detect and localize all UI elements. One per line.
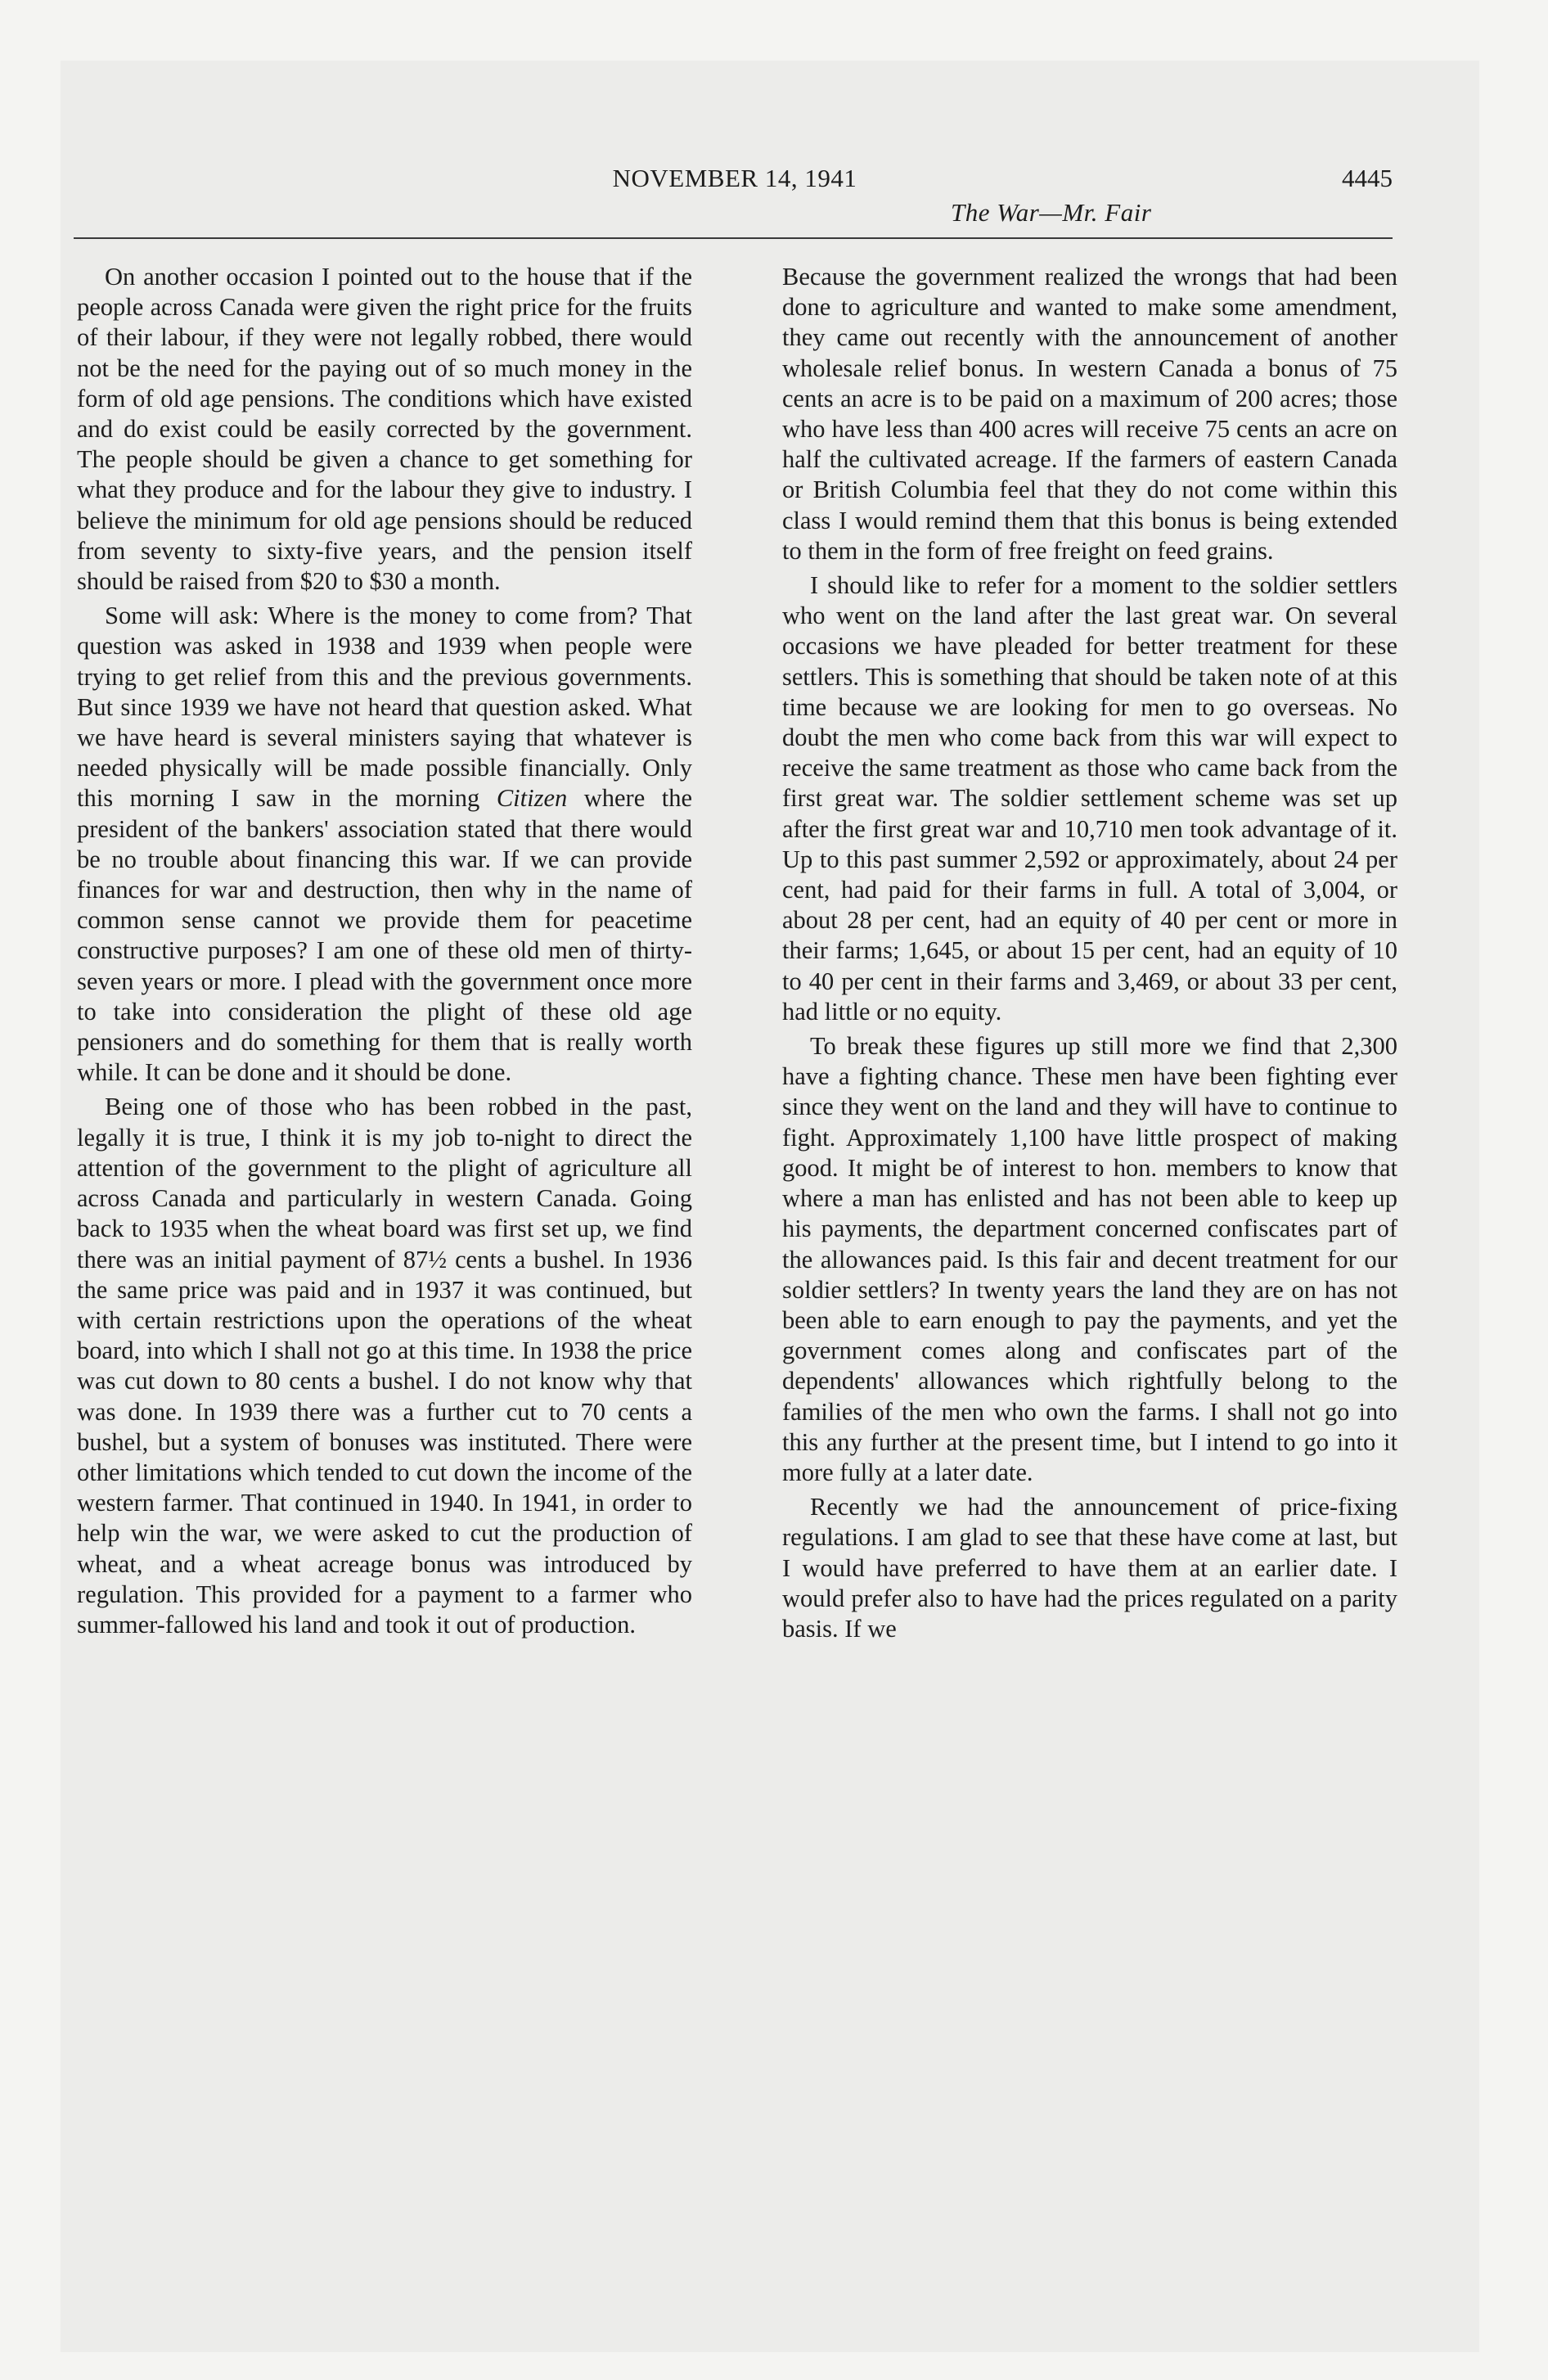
header-date: NOVEMBER 14, 1941 (612, 164, 857, 192)
header-subject: The War—Mr. Fair (951, 198, 1152, 227)
header-rule (74, 237, 1393, 239)
page-number: 4445 (1342, 164, 1393, 192)
paragraph: Being one of those who has been robbed in the past, legally it is true, I think it is my job to-night to direct the attention of the government to the plight of agriculture all across Canada and particularly in western Canada. Going back to 1935 when the wheat board was first set up, we find there was an initial payment of 87½ cents a bushel. In 1936 the same price was paid and in 1937 it was continued, but with certain restrictions upon the operations of the wheat board, into which I shall not go at this time. In 1938 the price was cut down to 80 cents a bushel. I do not know why that was done. In 1939 there was a further cut to 70 cents a bushel, but a system of bonuses was instituted. There were other limitations which tended to cut down the income of the western farmer. That continued in 1940. In 1941, in order to help win the war, we were asked to cut the production of wheat, and a wheat acreage bonus was introduced by regulation. This provided for a payment to a farmer who summer-fallowed his land and took it out of production. (77, 1093, 692, 1639)
right-column (782, 262, 1397, 1648)
paragraph (77, 601, 692, 1088)
paragraph: I should like to refer for a moment to the soldier settlers who went on the land after the last great war. On several occasions we have pleaded for better treatment for these settlers. This is something that should be taken note of at this time because we are looking for men to go overseas. No doubt the men who come back from this war will expect to receive the same treatment as those who came back from the first great war. The soldier settlement scheme was set up after the first great war and 10,710 men took advantage of it. Up to this past summer 2,592 or approximately, about 24 per cent, had paid for their farms in full. A total of 3,004, or about 28 per cent, had an equity of 40 per cent or more in their farms; 1,645, or about 15 per cent, had an equity of 10 to 40 per cent in their farms and 3,469, or about 33 per cent, had little or no equity. (782, 571, 1397, 1025)
paragraph: Because the government realized the wrongs that had been done to agriculture and wanted to make some amendment, they came out recently with the announcement of another wholesale relief bonus. In western Canada a bonus of 75 cents an acre is to be paid on a maximum of 200 acres; those who have less than 400 acres will receive 75 cents an acre on half the cultivated acreage. If the farmers of eastern Canada or British Columbia feel that they do not come within this class I would remind them that this bonus is being extended to them in the form of free freight on feed grains. (782, 263, 1397, 565)
paragraph: On another occasion I pointed out to the house that if the people across Canada were given the right price for the fruits of their labour, if they were not legally robbed, there would not be the need for the paying out of so much money in the form of old age pensions. The conditions which have existed and do exist could be easily corrected by the government. The people should be given a chance to get something for what they produce and for the labour they give to industry. I believe the minimum for old age pensions should be reduced from seventy to sixty-five years, and the pension itself should be raised from $20 to $30 a month. (77, 263, 692, 596)
newspaper-name: Citizen (496, 784, 568, 813)
paragraph: Recently we had the announcement of price-fixing regulations. I am glad to see that these have come at last, but I would have preferred to have them at an earlier date. I would prefer also to have had the prices regulated on a parity basis. If we (782, 1493, 1397, 1643)
paragraph-text: Some will ask: Where is the money to come from? That question was asked in 1938 and 1939 when people were trying to get relief from this and the previous governments. But since 1939 we have not heard that question asked. What we have heard is several ministers saying that whatever is needed physically will be made possible financially. Only this morning I saw in the morning (77, 602, 692, 813)
left-column (77, 262, 692, 1644)
paragraph-text: where the president of the bankers' association stated that there would be no trouble about financing this war. If we can provide finances for war and destruction, then why in the name of common sense cannot we provide them for peacetime constructive purposes? I am one of these old men of thirty-seven years or more. I plead with the government once more to take into consideration the plight of these old age pensioners and do something for them that is really worth while. It can be done and it should be done. (77, 784, 692, 1087)
paragraph: To break these figures up still more we find that 2,300 have a fighting chance. These men have been fighting ever since they went on the land and they will have to continue to fight. Approximately 1,100 have little prospect of making good. It might be of interest to hon. members to know that where a man has enlisted and has not been able to keep up his payments, the department concerned confiscates part of the allowances paid. Is this fair and decent treatment for our soldier settlers? In twenty years the land they are on has not been able to earn enough to pay the payments, and yet the government comes along and confiscates part of the dependents' allowances which rightfully belong to the families of the men who own the farms. I shall not go into this any further at the present time, but I intend to go into it more fully at a later date. (782, 1032, 1397, 1486)
running-header (77, 164, 1393, 234)
